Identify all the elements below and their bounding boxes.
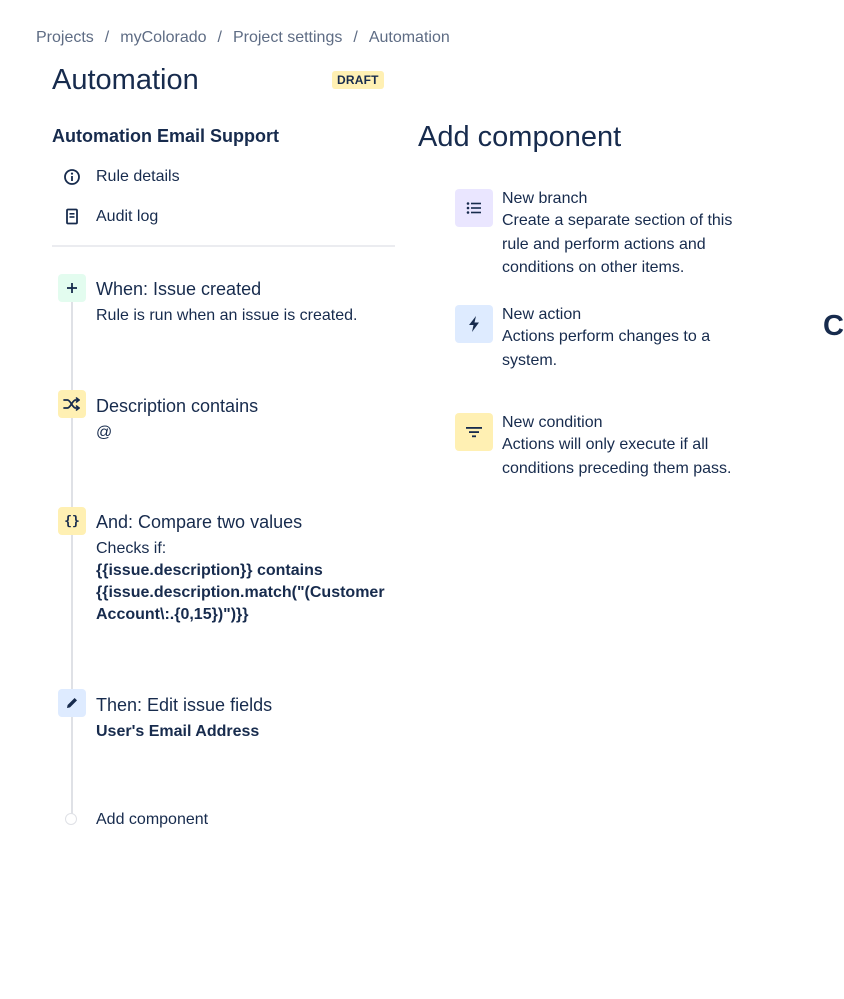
new-branch-description: conditions on other items. [502, 259, 685, 276]
info-icon [62, 167, 82, 187]
trigger-step-description: Rule is run when an issue is created. [96, 307, 358, 324]
status-badge: DRAFT [332, 71, 384, 89]
new-condition-title: New condition [502, 414, 603, 431]
braces-icon[interactable]: {} [58, 507, 86, 535]
breadcrumb-mycolorado[interactable]: myColorado [120, 29, 207, 46]
list-icon [455, 189, 493, 227]
breadcrumb-projects[interactable]: Projects [36, 29, 94, 46]
new-branch-description: rule and perform actions and [502, 235, 706, 253]
audit-log-link[interactable] [62, 207, 158, 227]
add-component-link[interactable]: Add component [96, 811, 209, 828]
compare-values-description: Checks if: [96, 540, 167, 557]
trigger-step-title[interactable]: When: Issue created [96, 279, 262, 299]
description-contains-value: @ [96, 424, 113, 441]
pencil-icon[interactable] [58, 689, 86, 717]
new-branch-title: New branch [502, 190, 588, 207]
compare-values-expression: {{issue.description}} contains [96, 562, 323, 579]
breadcrumb-separator: / [217, 29, 222, 46]
rule-details-label: Rule details [96, 168, 180, 185]
new-condition-description: Actions will only execute if all [502, 436, 709, 453]
breadcrumb-separator: / [104, 29, 110, 46]
filter-icon [455, 413, 493, 451]
compare-values-expression: {{issue.description.match("(Customer [96, 584, 385, 601]
new-action-title: New action [502, 306, 582, 323]
rule-details-link[interactable] [62, 167, 180, 187]
compare-values-step-title[interactable]: And: Compare two values [96, 512, 303, 532]
divider [52, 245, 395, 247]
shuffle-icon[interactable] [58, 390, 86, 418]
lightning-icon [455, 305, 493, 343]
new-action-description: Actions perform changes to a [502, 328, 711, 345]
new-action-option[interactable] [455, 305, 755, 372]
timeline-line [71, 290, 73, 818]
compare-values-expression: Account\:.{0,15})")}} [96, 606, 249, 623]
breadcrumb-project-settings[interactable]: Project settings [232, 29, 343, 46]
panel-title: Add component [418, 121, 622, 153]
description-contains-step-title[interactable]: Description contains [96, 396, 259, 416]
plus-icon[interactable] [58, 274, 86, 302]
new-branch-description: Create a separate section of this [502, 212, 733, 229]
breadcrumb [36, 29, 450, 47]
page-title: Automation [52, 64, 199, 96]
new-condition-description: conditions preceding them pass. [502, 459, 732, 477]
audit-log-label: Audit log [96, 208, 159, 225]
add-component-dot[interactable] [65, 813, 77, 825]
new-branch-option[interactable] [455, 189, 755, 280]
edit-issue-field-name: User's Email Address [96, 723, 260, 740]
breadcrumb-separator: / [353, 29, 358, 46]
breadcrumb-automation[interactable]: Automation [368, 29, 450, 46]
rule-name: Automation Email Support [52, 126, 279, 146]
new-action-description: system. [502, 351, 558, 369]
document-icon [62, 207, 82, 227]
clipped-heading-text: C [823, 310, 844, 342]
new-condition-option[interactable] [455, 413, 755, 480]
edit-issue-fields-step-title[interactable]: Then: Edit issue fields [96, 695, 273, 715]
